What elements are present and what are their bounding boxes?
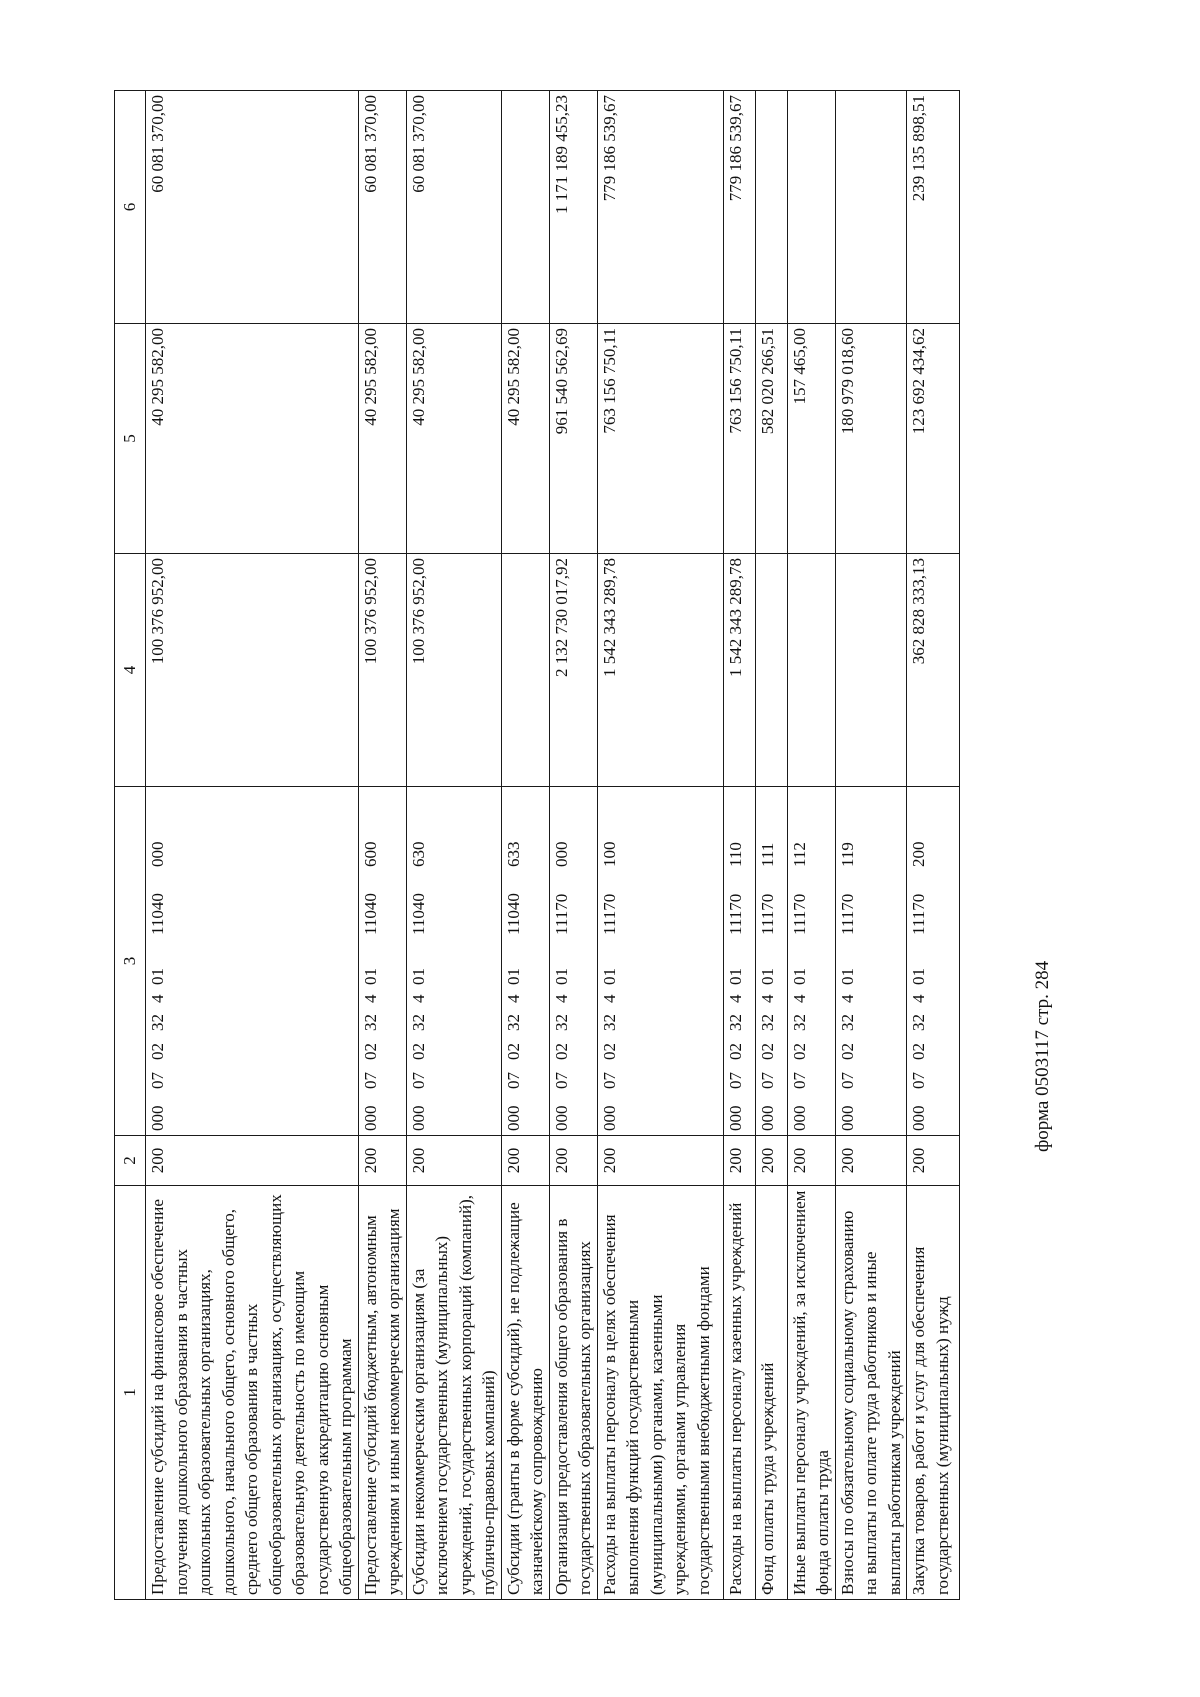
row-name: Иные выплаты персоналу учреждений, за исключением фонда оплаты труда bbox=[787, 1186, 835, 1600]
row-executed-amount: 763 156 750,11 bbox=[597, 324, 723, 554]
code-part: 32 bbox=[757, 1014, 777, 1031]
column-header-2: 2 bbox=[115, 1136, 146, 1186]
row-line-code: 200 bbox=[597, 1136, 723, 1186]
code-part: 01 bbox=[148, 968, 167, 985]
row-line-code: 200 bbox=[835, 1136, 907, 1186]
row-line-code: 200 bbox=[549, 1136, 597, 1186]
code-part: 11040 bbox=[360, 893, 380, 935]
code-part: 11040 bbox=[408, 893, 428, 935]
code-part: 633 bbox=[503, 841, 523, 867]
code-part: 01 bbox=[789, 968, 809, 985]
code-part: 11170 bbox=[909, 893, 928, 935]
code-part: 000 bbox=[725, 1105, 745, 1131]
row-approved-amount: 100 376 952,00 bbox=[146, 554, 359, 787]
table-row bbox=[146, 91, 359, 1600]
code-part: 000 bbox=[360, 1105, 380, 1131]
code-part: 02 bbox=[551, 1043, 571, 1060]
row-approved-amount: 1 542 343 289,78 bbox=[597, 554, 723, 787]
code-part: 07 bbox=[909, 1072, 928, 1089]
row-name: Закупка товаров, работ и услуг для обеспечения государственных (муниципальных) нужд bbox=[907, 1186, 960, 1600]
row-unexecuted-amount bbox=[501, 91, 549, 324]
code-part: 01 bbox=[599, 968, 619, 985]
code-part: 200 bbox=[909, 841, 928, 867]
column-header-6: 6 bbox=[115, 91, 146, 324]
code-part: 11170 bbox=[789, 893, 809, 935]
column-header-5: 5 bbox=[115, 324, 146, 554]
code-part: 4 bbox=[503, 994, 523, 1003]
row-unexecuted-amount: 1 171 189 455,23 bbox=[549, 91, 597, 324]
row-executed-amount: 123 692 434,62 bbox=[907, 324, 960, 554]
code-part: 4 bbox=[789, 994, 809, 1003]
row-executed-amount: 40 295 582,00 bbox=[501, 324, 549, 554]
code-part: 07 bbox=[725, 1072, 745, 1089]
budget-execution-table bbox=[114, 90, 960, 1600]
row-executed-amount: 40 295 582,00 bbox=[406, 324, 501, 554]
table-row bbox=[723, 91, 755, 1600]
row-executed-amount: 961 540 562,69 bbox=[549, 324, 597, 554]
row-unexecuted-amount bbox=[755, 91, 787, 324]
row-line-code: 200 bbox=[358, 1136, 406, 1186]
row-executed-amount: 582 020 266,51 bbox=[755, 324, 787, 554]
code-part: 000 bbox=[837, 1105, 857, 1131]
row-approved-amount bbox=[835, 554, 907, 787]
row-approved-amount bbox=[787, 554, 835, 787]
row-budget-classification-code bbox=[835, 787, 907, 1136]
code-part: 01 bbox=[757, 968, 777, 985]
row-budget-classification-code bbox=[597, 787, 723, 1136]
code-part: 02 bbox=[599, 1043, 619, 1060]
code-part: 32 bbox=[148, 1014, 167, 1031]
table-row bbox=[755, 91, 787, 1600]
column-header-1: 1 bbox=[115, 1186, 146, 1600]
report-page bbox=[114, 91, 1074, 1600]
code-part: 000 bbox=[148, 841, 167, 867]
code-part: 32 bbox=[408, 1014, 428, 1031]
row-budget-classification-code bbox=[358, 787, 406, 1136]
row-name: Расходы на выплаты персоналу в целях обеспечения выполнения функций государственными (муниципальными) органами, казенными учреждениями, органами управления государственными внебюджетными фондами bbox=[597, 1186, 723, 1600]
code-part: 32 bbox=[599, 1014, 619, 1031]
code-part: 000 bbox=[909, 1105, 928, 1131]
row-executed-amount: 40 295 582,00 bbox=[146, 324, 359, 554]
row-approved-amount bbox=[501, 554, 549, 787]
code-part: 07 bbox=[360, 1072, 380, 1089]
row-unexecuted-amount: 60 081 370,00 bbox=[146, 91, 359, 324]
code-part: 32 bbox=[725, 1014, 745, 1031]
code-part: 4 bbox=[909, 994, 928, 1003]
row-unexecuted-amount: 60 081 370,00 bbox=[406, 91, 501, 324]
row-executed-amount: 40 295 582,00 bbox=[358, 324, 406, 554]
row-line-code: 200 bbox=[907, 1136, 960, 1186]
row-line-code: 200 bbox=[787, 1136, 835, 1186]
row-approved-amount: 100 376 952,00 bbox=[358, 554, 406, 787]
row-name: Предоставление субсидий на финансовое обеспечение получения дошкольного образования в частных дошкольных образовательных организациях, дошкольного, начального общего, основного общего, среднего общего образования в частных общеобразовательных организациях, осуществляющих образовательную деятельность по имеющим государственную аккредитацию основным общеобразовательным программам bbox=[146, 1186, 359, 1600]
code-part: 07 bbox=[551, 1072, 571, 1089]
table-row bbox=[907, 91, 960, 1600]
code-part: 4 bbox=[725, 994, 745, 1003]
code-part: 02 bbox=[360, 1043, 380, 1060]
row-unexecuted-amount bbox=[835, 91, 907, 324]
row-name: Субсидии (гранты в форме субсидий), не подлежащие казначейскому сопровождению bbox=[501, 1186, 549, 1600]
code-part: 112 bbox=[789, 842, 809, 867]
code-part: 11040 bbox=[503, 893, 523, 935]
code-part: 02 bbox=[725, 1043, 745, 1060]
column-header-3: 3 bbox=[115, 787, 146, 1136]
row-name: Организация предоставления общего образования в государственных образовательных организациях bbox=[549, 1186, 597, 1600]
code-part: 11170 bbox=[551, 893, 571, 935]
code-part: 100 bbox=[599, 841, 619, 867]
code-part: 07 bbox=[503, 1072, 523, 1089]
row-executed-amount: 157 465,00 bbox=[787, 324, 835, 554]
table-row bbox=[406, 91, 501, 1600]
row-approved-amount: 2 132 730 017,92 bbox=[549, 554, 597, 787]
code-part: 02 bbox=[148, 1043, 167, 1060]
code-part: 110 bbox=[725, 842, 745, 867]
code-part: 07 bbox=[599, 1072, 619, 1089]
row-line-code: 200 bbox=[723, 1136, 755, 1186]
code-part: 111 bbox=[757, 842, 777, 867]
code-part: 4 bbox=[360, 994, 380, 1003]
code-part: 07 bbox=[757, 1072, 777, 1089]
code-part: 02 bbox=[757, 1043, 777, 1060]
code-part: 01 bbox=[408, 968, 428, 985]
row-unexecuted-amount: 779 186 539,67 bbox=[597, 91, 723, 324]
table-row bbox=[835, 91, 907, 1600]
code-part: 07 bbox=[789, 1072, 809, 1089]
row-unexecuted-amount: 239 135 898,51 bbox=[907, 91, 960, 324]
form-number-label: форма 0503117 стр. 284 bbox=[1032, 960, 1053, 1152]
code-part: 32 bbox=[551, 1014, 571, 1031]
code-part: 32 bbox=[360, 1014, 380, 1031]
code-part: 11170 bbox=[725, 893, 745, 935]
code-part: 11170 bbox=[837, 893, 857, 935]
code-part: 32 bbox=[503, 1014, 523, 1031]
row-name: Расходы на выплаты персоналу казенных учреждений bbox=[723, 1186, 755, 1600]
code-part: 000 bbox=[551, 841, 571, 867]
code-part: 000 bbox=[408, 1105, 428, 1131]
column-header-4: 4 bbox=[115, 554, 146, 787]
row-executed-amount: 763 156 750,11 bbox=[723, 324, 755, 554]
code-part: 4 bbox=[599, 994, 619, 1003]
code-part: 32 bbox=[789, 1014, 809, 1031]
row-line-code: 200 bbox=[406, 1136, 501, 1186]
code-part: 01 bbox=[725, 968, 745, 985]
code-part: 4 bbox=[757, 994, 777, 1003]
column-number-row bbox=[115, 91, 146, 1600]
row-approved-amount bbox=[755, 554, 787, 787]
code-part: 02 bbox=[789, 1043, 809, 1060]
row-approved-amount: 1 542 343 289,78 bbox=[723, 554, 755, 787]
row-name: Предоставление субсидий бюджетным, автономным учреждениям и иным некоммерческим организациям bbox=[358, 1186, 406, 1600]
code-part: 32 bbox=[837, 1014, 857, 1031]
code-part: 000 bbox=[551, 1105, 571, 1131]
code-part: 4 bbox=[408, 994, 428, 1003]
code-part: 4 bbox=[837, 994, 857, 1003]
code-part: 07 bbox=[408, 1072, 428, 1089]
table-row bbox=[787, 91, 835, 1600]
code-part: 02 bbox=[909, 1043, 928, 1060]
row-budget-classification-code bbox=[907, 787, 960, 1136]
row-line-code: 200 bbox=[146, 1136, 359, 1186]
code-part: 11170 bbox=[599, 893, 619, 935]
row-unexecuted-amount: 779 186 539,67 bbox=[723, 91, 755, 324]
table-row bbox=[597, 91, 723, 1600]
code-part: 000 bbox=[148, 1105, 167, 1131]
code-part: 02 bbox=[408, 1043, 428, 1060]
row-budget-classification-code bbox=[549, 787, 597, 1136]
code-part: 000 bbox=[599, 1105, 619, 1131]
row-budget-classification-code bbox=[755, 787, 787, 1136]
code-part: 4 bbox=[551, 994, 571, 1003]
row-budget-classification-code bbox=[723, 787, 755, 1136]
code-part: 000 bbox=[789, 1105, 809, 1131]
code-part: 01 bbox=[503, 968, 523, 985]
code-part: 11040 bbox=[148, 893, 167, 935]
row-budget-classification-code bbox=[146, 787, 359, 1136]
row-line-code: 200 bbox=[501, 1136, 549, 1186]
code-part: 02 bbox=[837, 1043, 857, 1060]
code-part: 600 bbox=[360, 841, 380, 867]
row-line-code: 200 bbox=[755, 1136, 787, 1186]
row-unexecuted-amount bbox=[787, 91, 835, 324]
code-part: 4 bbox=[148, 994, 167, 1003]
row-budget-classification-code bbox=[501, 787, 549, 1136]
row-executed-amount: 180 979 018,60 bbox=[835, 324, 907, 554]
row-approved-amount: 362 828 333,13 bbox=[907, 554, 960, 787]
code-part: 01 bbox=[909, 968, 928, 985]
code-part: 32 bbox=[909, 1014, 928, 1031]
code-part: 01 bbox=[837, 968, 857, 985]
code-part: 07 bbox=[148, 1072, 167, 1089]
code-part: 01 bbox=[360, 968, 380, 985]
table-row bbox=[501, 91, 549, 1600]
table-row bbox=[549, 91, 597, 1600]
code-part: 07 bbox=[837, 1072, 857, 1089]
code-part: 000 bbox=[503, 1105, 523, 1131]
code-part: 02 bbox=[503, 1043, 523, 1060]
code-part: 01 bbox=[551, 968, 571, 985]
row-name: Взносы по обязательному социальному страхованию на выплаты по оплате труда работников и иные выплаты работникам учреждений bbox=[835, 1186, 907, 1600]
row-name: Субсидии некоммерческим организациям (за исключением государственных (муниципальных) учреждений, государственных корпораций (компаний), публично-правовых компаний) bbox=[406, 1186, 501, 1600]
code-part: 11170 bbox=[757, 893, 777, 935]
code-part: 630 bbox=[408, 841, 428, 867]
row-name: Фонд оплаты труда учреждений bbox=[755, 1186, 787, 1600]
row-unexecuted-amount: 60 081 370,00 bbox=[358, 91, 406, 324]
row-budget-classification-code bbox=[787, 787, 835, 1136]
row-budget-classification-code bbox=[406, 787, 501, 1136]
code-part: 000 bbox=[757, 1105, 777, 1131]
row-approved-amount: 100 376 952,00 bbox=[406, 554, 501, 787]
table-row bbox=[358, 91, 406, 1600]
code-part: 119 bbox=[837, 842, 857, 867]
